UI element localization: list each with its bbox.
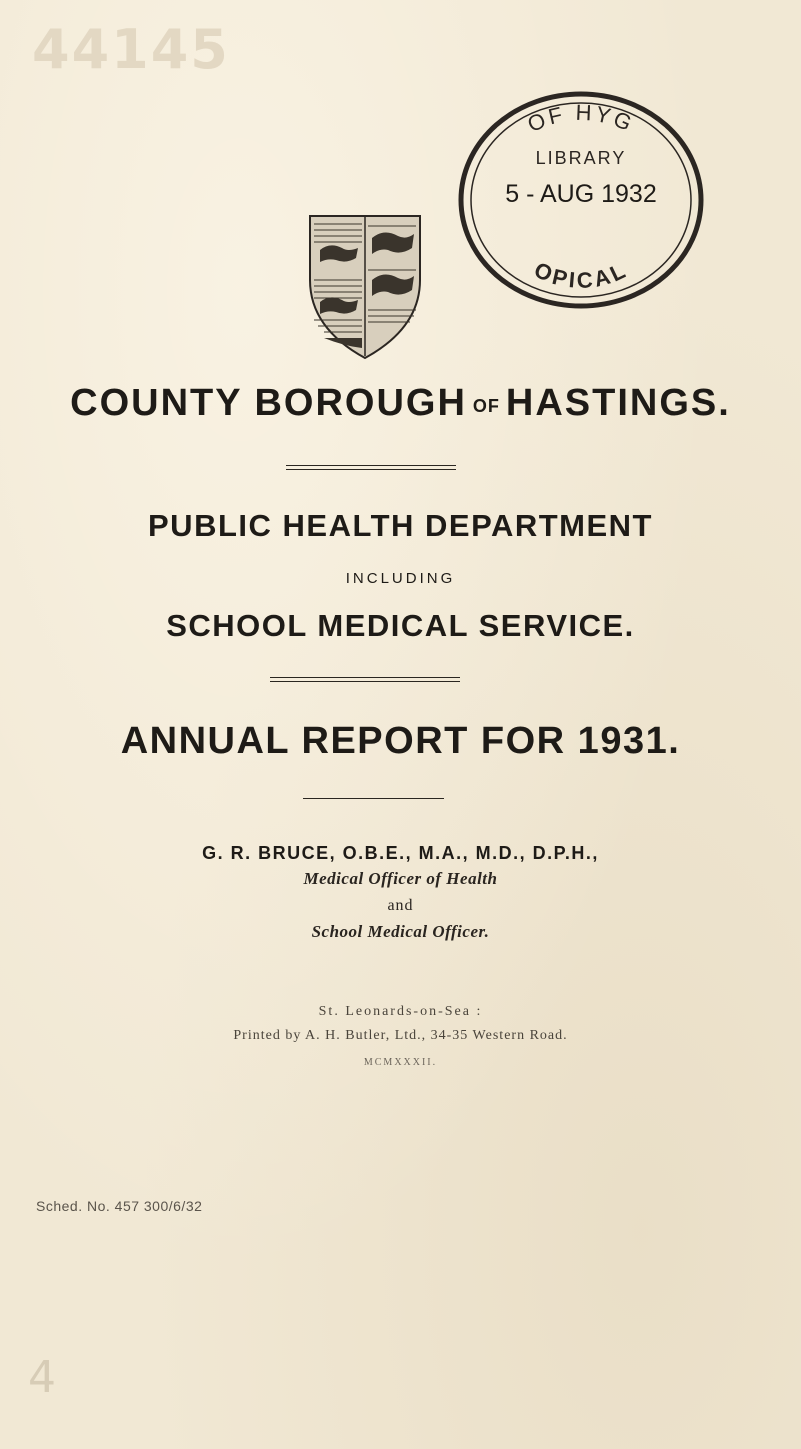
imprint-place: St. Leonards-on-Sea :	[318, 1004, 483, 1019]
divider-double	[270, 677, 460, 682]
imprint-year: MCMXXXII.	[363, 1057, 438, 1068]
department-heading: PUBLIC HEALTH DEPARTMENT	[148, 508, 653, 543]
stamp-bottom-text: OPICAL	[530, 256, 632, 294]
divider-double	[286, 465, 456, 470]
title-county-borough	[0, 382, 801, 425]
pencil-corner-mark: 4	[28, 1352, 56, 1403]
divider-rule	[303, 798, 444, 799]
stamp-top-text: OF HYG	[523, 99, 639, 138]
including-label: INCLUDING	[345, 570, 456, 587]
author-role-health: Medical Officer of Health	[303, 869, 498, 888]
stamp-date: 5 - AUG 1932	[505, 180, 657, 208]
title-county: COUNTY BOROUGH	[70, 382, 467, 424]
report-title: ANNUAL REPORT FOR 1931.	[120, 720, 681, 762]
coat-of-arms-icon	[300, 210, 430, 364]
author-name: G. R. BRUCE, O.B.E., M.A., M.D., D.P.H.,	[202, 843, 599, 863]
title-of: OF	[472, 396, 500, 416]
schedule-number: Sched. No. 457 300/6/32	[36, 1198, 203, 1214]
pencil-annotation: 44145	[32, 18, 230, 81]
author-and: and	[387, 897, 414, 914]
stamp-library-text: LIBRARY	[535, 148, 627, 168]
author-role-school: School Medical Officer.	[311, 922, 490, 941]
title-town: HASTINGS.	[505, 382, 731, 424]
service-heading: SCHOOL MEDICAL SERVICE.	[166, 608, 635, 643]
imprint-printer: Printed by A. H. Butler, Ltd., 34-35 Western Road.	[233, 1028, 568, 1043]
library-stamp	[452, 86, 710, 314]
